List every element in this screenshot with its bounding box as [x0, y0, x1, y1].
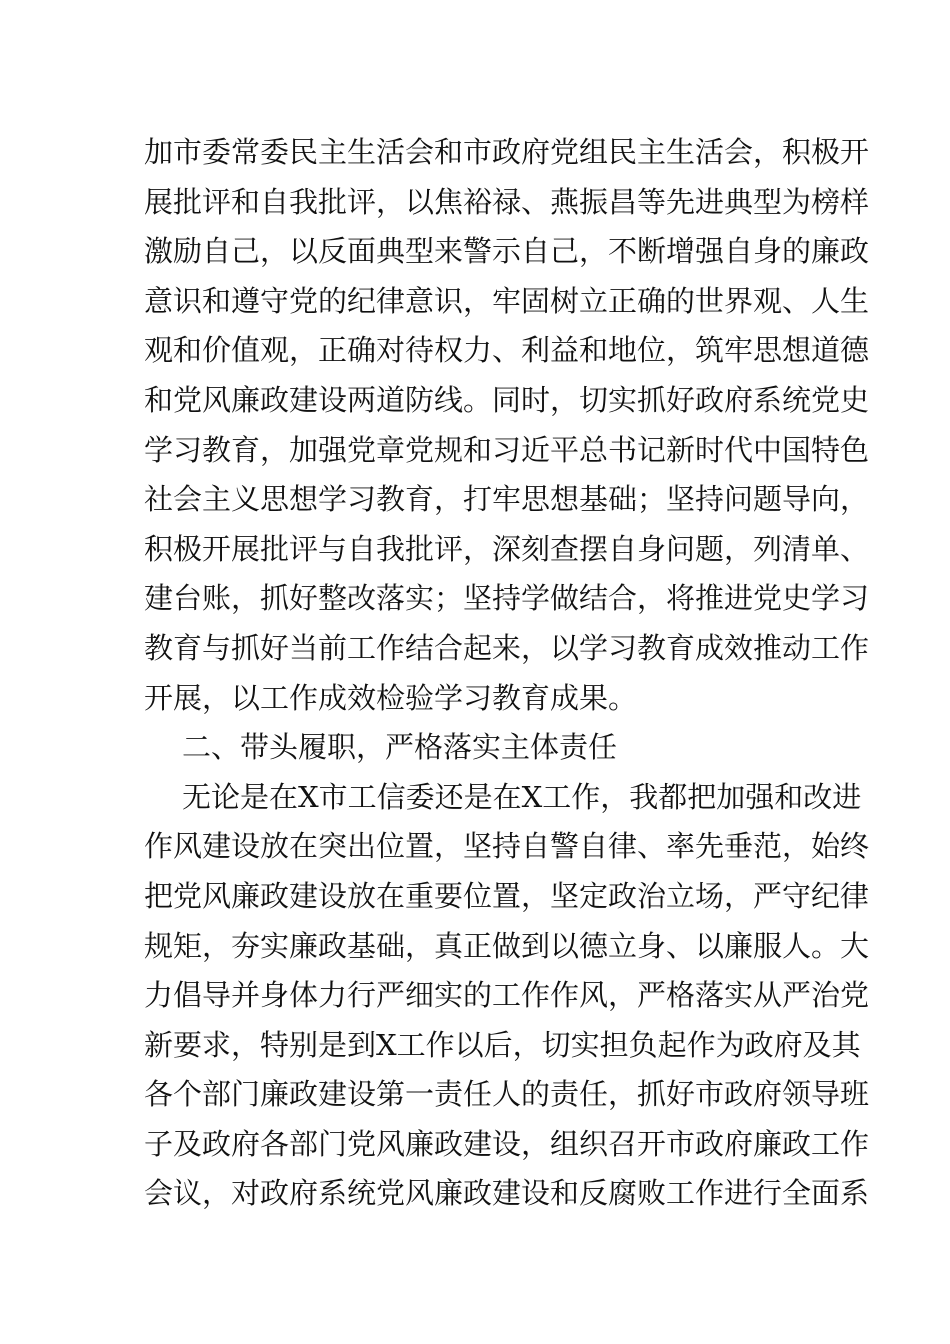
text-line: 学习教育，加强党章党规和习近平总书记新时代中国特色: [144, 432, 870, 467]
paragraph-continued: [144, 128, 870, 723]
text-line: 展批评和自我批评，以焦裕禄、燕振昌等先进典型为榜样: [144, 184, 870, 219]
text-line: 无论是在X市工信委还是在X工作，我都把加强和改进: [182, 779, 862, 814]
text-line: 建台账，抓好整改落实；坚持学做结合，将推进党史学习: [144, 581, 870, 616]
text-line: 把党风廉政建设放在重要位置，坚定政治立场，严守纪律: [144, 878, 870, 913]
text-line: 和党风廉政建设两道防线。同时，切实抓好政府系统党史: [144, 382, 870, 417]
text-line: 各个部门廉政建设第一责任人的责任，抓好市政府领导班: [144, 1077, 870, 1112]
text-line: 子及政府各部门党风廉政建设，组织召开市政府廉政工作: [144, 1126, 870, 1161]
text-line: 观和价值观，正确对待权力、利益和地位，筑牢思想道德: [144, 333, 870, 368]
text-line: 开展，以工作成效检验学习教育成果。: [144, 680, 638, 715]
document-body: [144, 128, 870, 1219]
text-line: 会议，对政府系统党风廉政建设和反腐败工作进行全面系: [144, 1176, 870, 1211]
section-heading: 二、带头履职，严格落实主体责任: [182, 730, 618, 765]
text-line: 作风建设放在突出位置，坚持自警自律、率先垂范，始终: [144, 829, 870, 864]
text-line: 社会主义思想学习教育，打牢思想基础；坚持问题导向，: [144, 482, 870, 517]
text-line: 教育与抓好当前工作结合起来，以学习教育成效推动工作: [144, 630, 870, 665]
text-line: 积极开展批评与自我批评，深刻查摆自身问题，列清单、: [144, 531, 870, 566]
text-line: 意识和遵守党的纪律意识，牢固树立正确的世界观、人生: [144, 283, 870, 318]
text-line: 加市委常委民主生活会和市政府党组民主生活会，积极开: [144, 135, 870, 169]
text-line: 力倡导并身体力行严细实的工作作风，严格落实从严治党: [144, 978, 870, 1013]
paragraph-2: [144, 773, 870, 1219]
text-line: 新要求，特别是到X工作以后，切实担负起作为政府及其: [144, 1027, 861, 1062]
text-line: 规矩，夯实廉政基础，真正做到以德立身、以廉服人。大: [144, 928, 870, 963]
text-line: 激励自己，以反面典型来警示自己，不断增强自身的廉政: [144, 234, 870, 269]
